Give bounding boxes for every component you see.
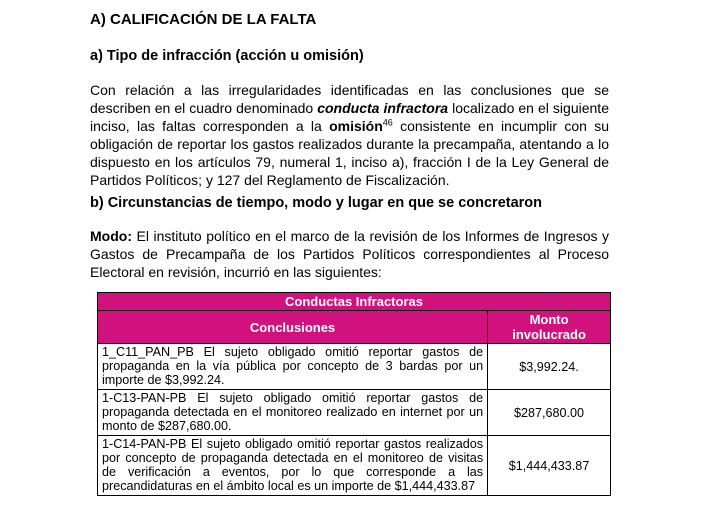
table-row [98,344,611,390]
para1-text-1: Con relación a las irregularidades identificadas en las conclusiones que se describen en el cuadro denominado [90,82,609,116]
paragraph-modo [90,227,609,281]
conducta-infractora-term: conducta infractora [317,100,449,116]
monto-cell: $287,680.00 [488,390,611,436]
para1-text-3: consistente en incumplir con su obligación de reportar los gastos realizados durante la precampaña, atentando a lo dispuesto en los artículos 79, numeral 1, inciso a), fracción I de la Ley General de Partidos Políticos; y 127 del Reglamento de Fiscalización. [90,118,609,188]
conclusion-cell: 1-C13-PAN-PB El sujeto obligado omitió reportar gastos de propaganda detectada en el monitoreo realizado en internet por un monto de $287,680.00. [98,390,488,436]
subsection-a-title: a) Tipo de infracción (acción u omisión) [90,48,364,64]
table-row [98,436,611,496]
modo-text: El instituto político en el marco de la revisión de los Informes de Ingresos y Gastos de Precampaña de los Partidos Políticos correspondientes al Proceso Electoral en revisión, incurrió en las siguientes: [90,228,609,280]
conclusion-cell: 1_C11_PAN_PB El sujeto obligado omitió reportar gastos de propaganda en la vía pública por concepto de 3 bardas por un importe de $3,992.24. [98,344,488,390]
paragraph-type-of-infraction [90,81,609,189]
col-header-monto: Monto involucrado [488,311,611,344]
conductas-infractoras-table [97,292,611,496]
subsection-b-title: b) Circunstancias de tiempo, modo y lugar en que se concretaron [90,195,543,211]
omision-term: omisión [329,118,383,134]
footnote-ref[interactable]: 46 [382,117,393,128]
section-title: A) CALIFICACIÓN DE LA FALTA [90,11,317,28]
modo-label: Modo: [90,228,132,244]
monto-cell: $3,992.24. [488,344,611,390]
conclusion-cell: 1-C14-PAN-PB El sujeto obligado omitió reportar gastos realizados por concepto de propaganda detectada en el monitoreo de visitas de verificación a eventos, por lo que corresponde a las precandidaturas en el ámbito local es un importe de $1,444,433.87 [98,436,488,496]
table-title: Conductas Infractoras [98,293,611,311]
para1-text-2: localizado en el siguiente inciso, las faltas corresponden a la [90,100,609,134]
monto-cell: $1,444,433.87 [488,436,611,496]
table-row [98,390,611,436]
col-header-conclusiones: Conclusiones [98,311,488,344]
